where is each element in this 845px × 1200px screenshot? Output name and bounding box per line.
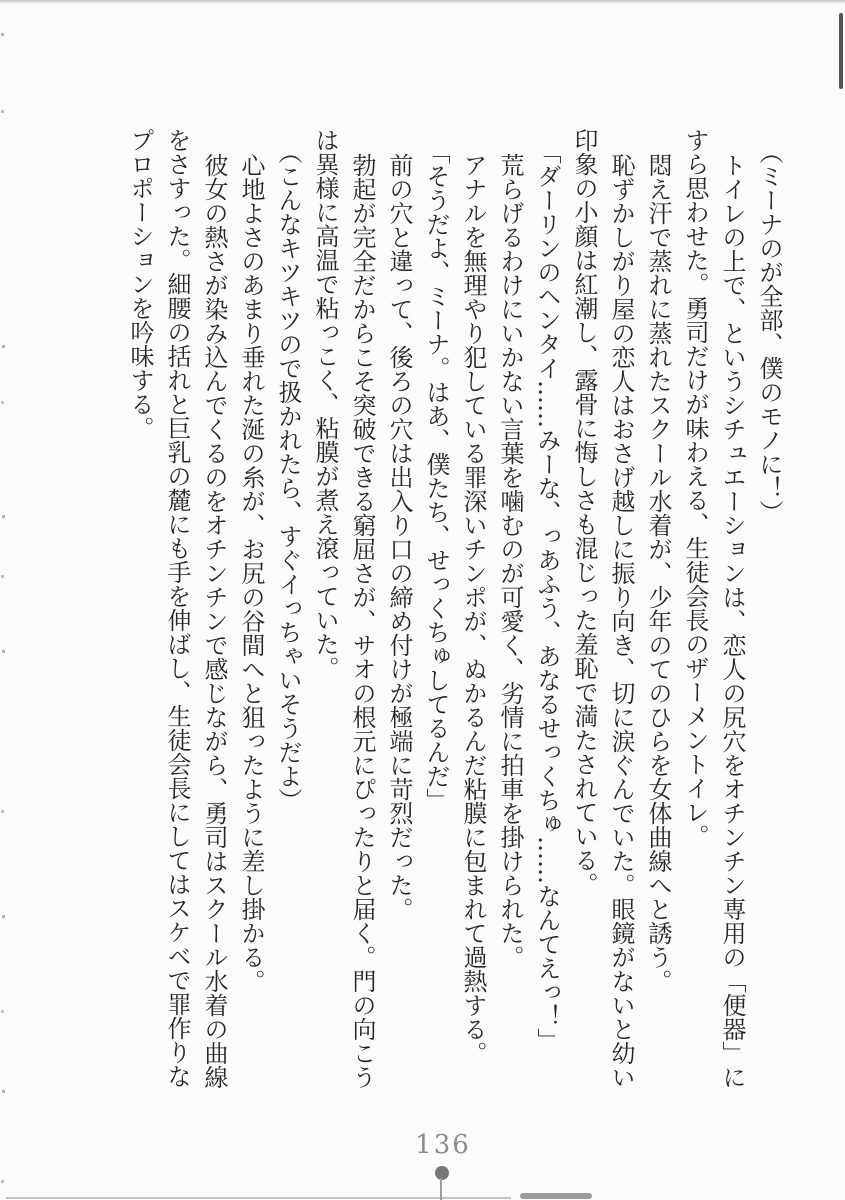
left-edge-speckles (1, 33, 4, 36)
text-column: 印象の小顔は紅潮し、露骨に悔しさも混じった羞恥で満たされている。 (570, 128, 598, 896)
text-column: は異様に高温で粘っこく、粘膜が煮え滾っていた。 (311, 128, 339, 680)
page-number: 136 (415, 1130, 471, 1160)
text-column: 恥ずかしがり屋の恋人はおさげ越しに振り向き、切に涙ぐんでいた。眼鏡がないと幼い (607, 153, 635, 1089)
bottom-edge-line (6, 1197, 511, 1199)
text-column: 荒らげるわけにいかない言葉を噛むのが可愛く、劣情に拍車を掛けられた。 (496, 153, 524, 969)
binding-pin-icon (435, 1166, 449, 1180)
text-column: 前の穴と違って、後ろの穴は出入り口の締め付けが極端に苛烈だった。 (385, 153, 413, 921)
text-column: アナルを無理やり犯している罪深いチンポが、ぬかるんだ粘膜に包まれて過熱する。 (459, 153, 487, 1065)
text-column: 悶え汗で蒸れに蒸れたスクール水着が、少年のてのひらを女体曲線へと誘う。 (644, 153, 672, 993)
top-edge-shadow (0, 0, 845, 4)
text-column: 「そうだよ、ミーナ。はあ、僕たち、せっくちゅしてるんだ」 (422, 140, 450, 812)
text-column: 勃起が完全だからこそ突破できる窮屈さが、サオの根元にぴったりと届く。門の向こう (348, 153, 376, 1089)
right-edge-scan-mark (839, 13, 843, 89)
text-column: （こんなキツキツので扱かれたら、すぐイっちゃいそうだよ） (274, 140, 302, 812)
text-column: すら思わせた。勇司だけが味わえる、生徒会長のザーメントイレ。 (681, 128, 709, 848)
text-column: 心地よさのあまり垂れた涎の糸が、お尻の谷間へと狙ったように差し掛かる。 (237, 153, 265, 993)
text-column: （ミーナのが全部、僕のモノに！） (755, 140, 783, 524)
text-column: プロポーションを吟味する。 (126, 128, 154, 440)
text-column: トイレの上で、というシチュエーションは、恋人の尻穴をオチンチン専用の「便器」に (718, 153, 746, 1089)
text-column: 彼女の熱さが染み込んでくるのをオチンチンで感じながら、勇司はスクール水着の曲線 (200, 153, 228, 1089)
bottom-edge-bar (520, 1193, 592, 1199)
text-column: をさすった。細腰の括れと巨乳の麓にも手を伸ばし、生徒会長にしてはスケベで罪作りな (163, 128, 191, 1088)
text-column: 「ダーリンのヘンタイ……みーな、っあふう、あなるせっくちゅ……なんてえっ！」 (533, 140, 561, 1052)
body-text (97, 128, 787, 1090)
